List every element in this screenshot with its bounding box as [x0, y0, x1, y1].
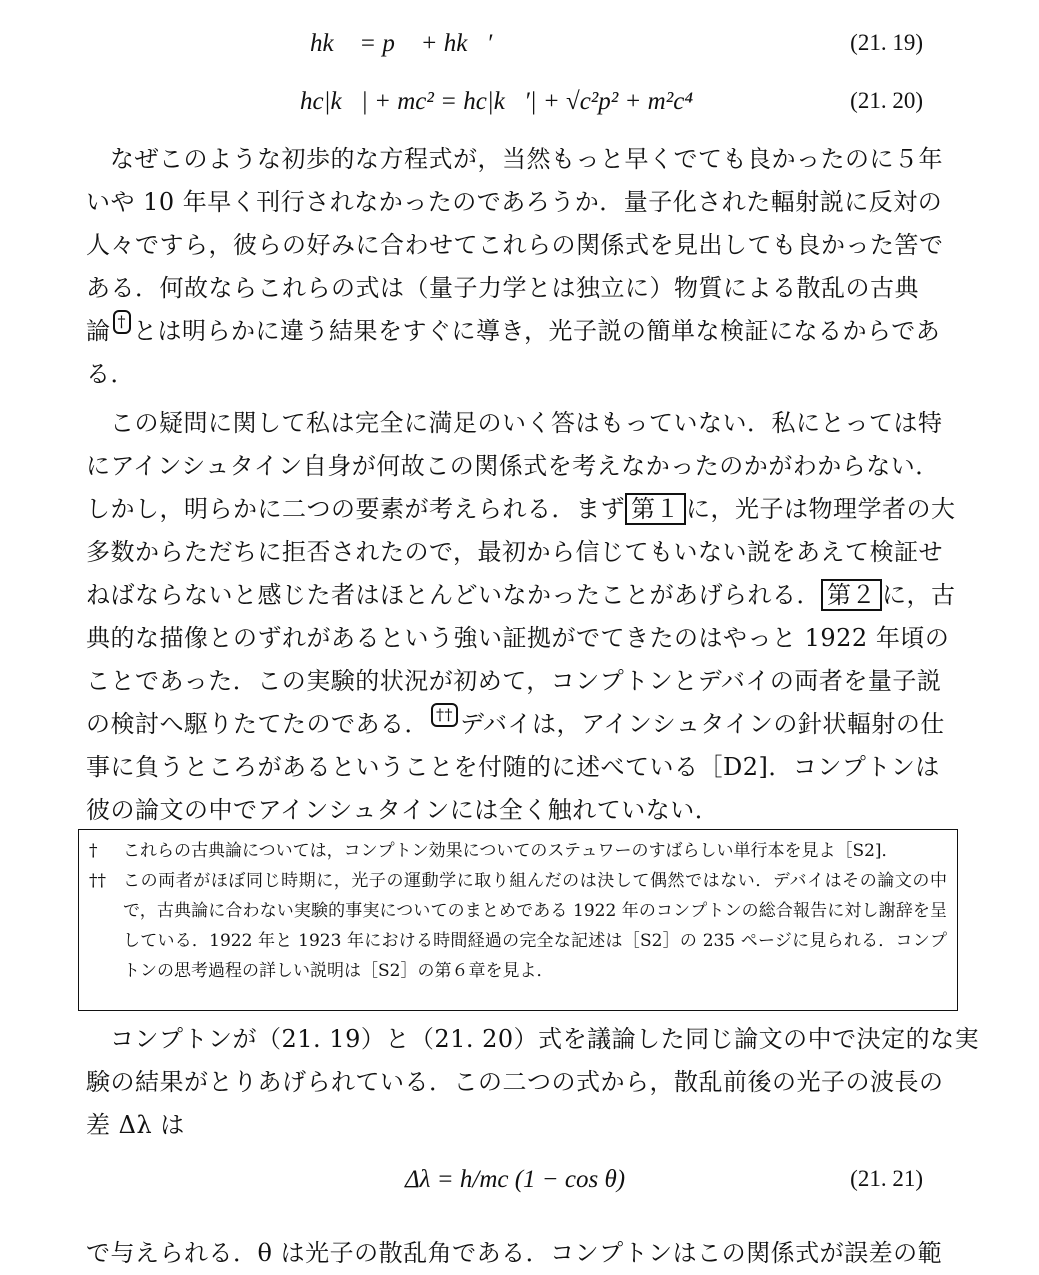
equation-21-20 [0, 88, 1039, 128]
text-segment: 論 [86, 317, 111, 345]
paragraph-4 [86, 1232, 954, 1275]
text-line: 験の結果がとりあげられている．この二つの式から，散乱前後の光子の波長の [86, 1068, 944, 1096]
text-line: る． [86, 360, 135, 388]
equation-expression: hc|k⃗| + mc² = hc|k⃗′| + √c²p² + m²c⁴ [300, 88, 694, 115]
footnote-mark-dagger[interactable]: † [113, 310, 132, 334]
text-line [86, 574, 954, 617]
text-line: 差 Δλ は [86, 1111, 185, 1139]
text-segment: しかし，明らかに二つの要素が考えられる．まず [86, 495, 625, 523]
text-line [86, 488, 954, 531]
equation-21-19 [0, 30, 1039, 70]
footnote-text: この両者がほぼ同じ時期に，光子の運動学に取り組んだのは決して偶然ではない．デバイはその論文の中で，古典論に合わない実験的事実についてのまとめである 1922 年のコンプトンの総合報告に対し謝辞を呈している．1922 年と 1923 年における時間経過の完全な記述は［S2］の 235 ページに見られる．コンプトンの思考過程の詳しい説明は［S2］の第６章を見よ． [123, 871, 947, 981]
paragraph-3 [86, 1018, 980, 1147]
boxed-first: 第１ [625, 493, 686, 525]
equation-number: (21. 20) [850, 88, 923, 113]
text-segment: とは明らかに違う結果をすぐに導き，光子説の簡単な検証になるからであ [133, 317, 941, 345]
text-line [86, 703, 954, 746]
text-segment: デバイは，アインシュタインの針状輻射の仕 [460, 710, 945, 738]
footnotes-box [78, 829, 958, 1011]
text-line: 人々ですら，彼らの好みに合わせてこれらの関係式を見出しても良かった筈で [86, 231, 944, 259]
footnote-2 [89, 866, 947, 986]
text-line: いや 10 年早く刊行されなかったのであろうか．量子化された輻射説に反対の [86, 188, 943, 216]
text-segment: ねばならないと感じた者はほとんどいなかったことがあげられる． [86, 581, 821, 609]
paragraph-1 [86, 138, 954, 396]
text-line: なぜこのような初歩的な方程式が，当然もっと早くでても良かったのに５年 [110, 145, 943, 173]
text-line: コンプトンが（21. 19）と（21. 20）式を議論した同じ論文の中で決定的な実 [110, 1025, 980, 1053]
text-segment: の検討へ駆りたてたのである． [86, 710, 429, 738]
paragraph-2 [86, 402, 954, 832]
footnote-text: これらの古典論については，コンプトン効果についてのステュワーのすばらしい単行本を見よ［S2]． [123, 841, 899, 861]
text-line: 多数からただちに拒否されたので，最初から信じてもいない説をあえて検証せ [86, 538, 944, 566]
text-line: ある．何故ならこれらの式は（量子力学とは独立に）物質による散乱の古典 [86, 274, 919, 302]
equation-21-21 [0, 1166, 1039, 1206]
footnote-mark-double-dagger[interactable]: †† [431, 703, 458, 727]
text-segment: に，古 [882, 581, 956, 609]
footnote-1 [89, 836, 947, 866]
text-line [86, 310, 954, 353]
equation-number: (21. 21) [850, 1166, 923, 1191]
text-line: この疑問に関して私は完全に満足のいく答はもっていない．私にとっては特 [110, 409, 943, 437]
boxed-second: 第２ [821, 579, 882, 611]
text-line: 事に負うところがあるということを付随的に述べている［D2]．コンプトンは [86, 753, 940, 781]
equation-expression: Δλ = h/mc (1 − cos θ) [405, 1166, 626, 1193]
text-segment: に，光子は物理学者の大 [686, 495, 956, 523]
equation-number: (21. 19) [850, 30, 923, 55]
text-line: にアインシュタイン自身が何故この関係式を考えなかったのかがわからない． [86, 452, 940, 480]
text-line: 彼の論文の中でアインシュタインには全く触れていない． [86, 796, 720, 824]
footnote-symbol: †† [89, 871, 106, 891]
footnote-symbol: † [89, 841, 98, 861]
text-line: で与えられる．θ は光子の散乱角である．コンプトンはこの関係式が誤差の範 [86, 1239, 943, 1267]
text-line: 典的な描像とのずれがあるという強い証拠がでてきたのはやっと 1922 年頃の [86, 624, 950, 652]
equation-expression: hk⃗ = p⃗ + hk⃗′ [310, 30, 493, 57]
text-line: ことであった．この実験的状況が初めて，コンプトンとデバイの両者を量子説 [86, 667, 942, 695]
